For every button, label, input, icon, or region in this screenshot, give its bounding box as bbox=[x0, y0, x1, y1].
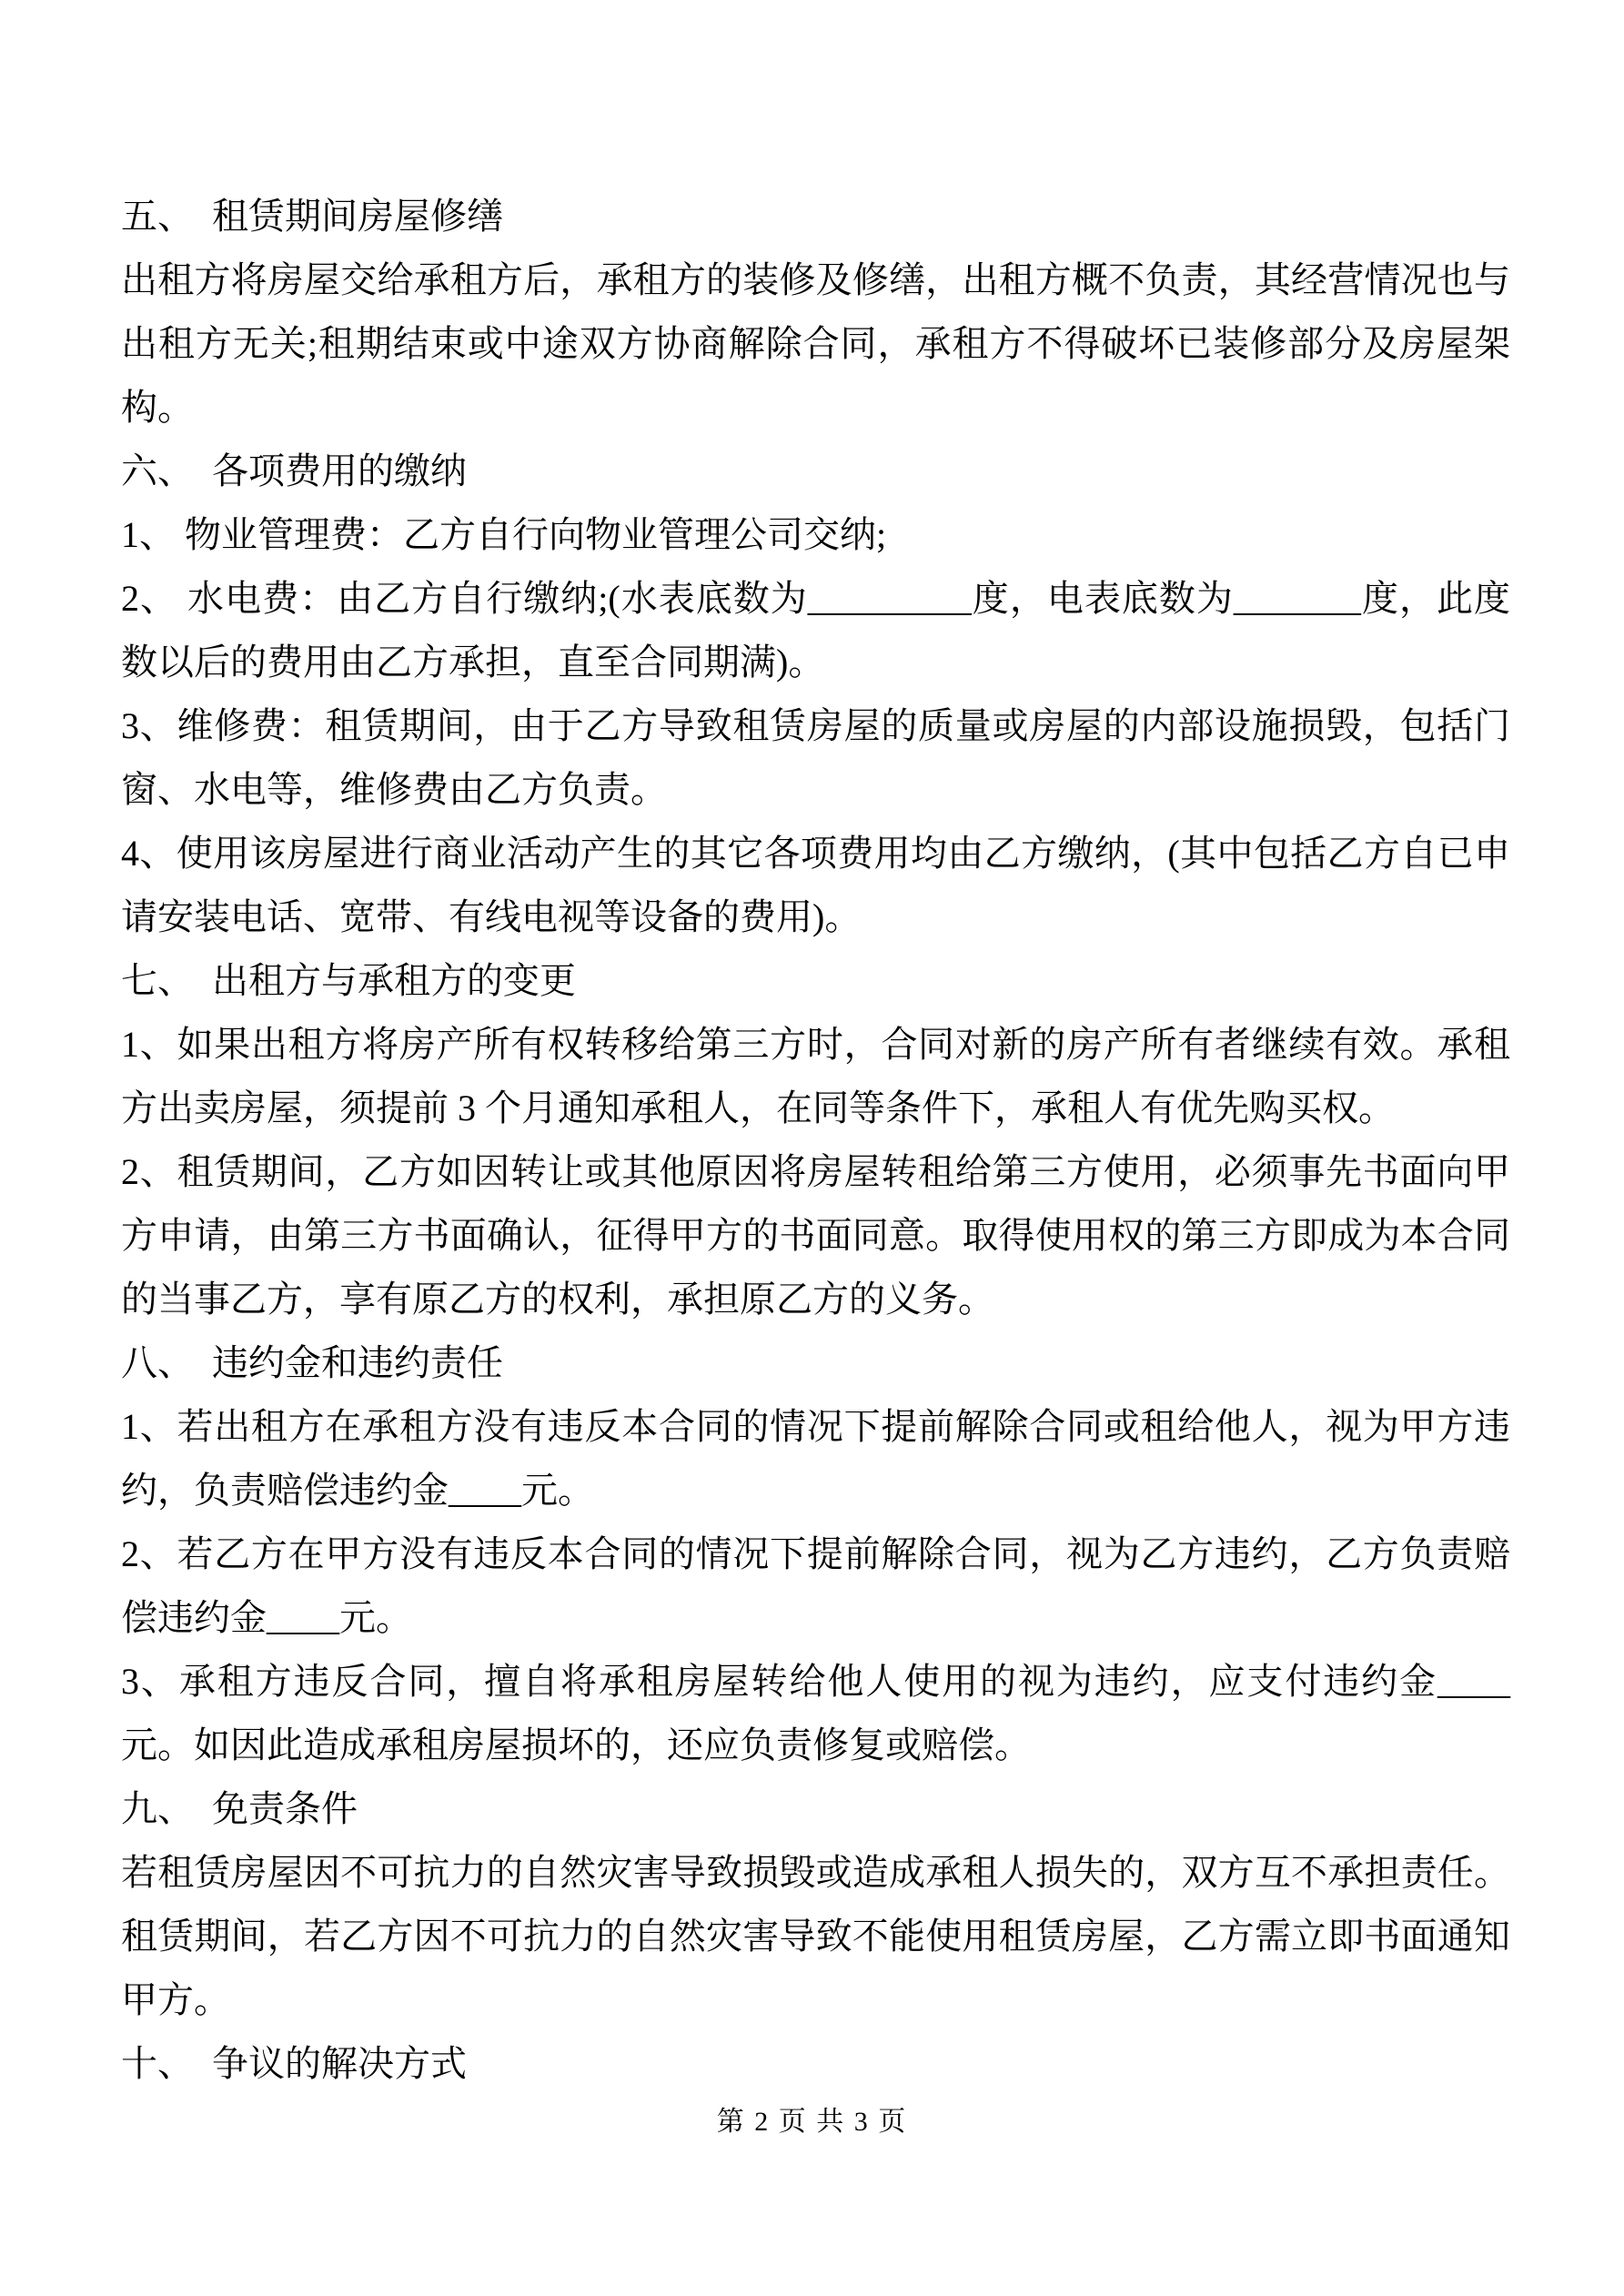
paragraph: 2、租赁期间，乙方如因转让或其他原因将房屋转租给第三方使用，必须事先书面向甲方申请，由第三方书面确认，征得甲方的书面同意。取得使用权的第三方即成为本合同的当事乙方，享有原乙方的权利，承担原乙方的义务。 bbox=[121, 1151, 1510, 1320]
contract-section bbox=[121, 1331, 1510, 1777]
paragraph: 3、维修费：租赁期间，由于乙方导致租赁房屋的质量或房屋的内部设施损毁，包括门窗、水电等，维修费由乙方负责。 bbox=[121, 705, 1510, 810]
paragraph: 1、若出租方在承租方没有违反本合同的情况下提前解除合同或租给他人，视为甲方违约，负责赔偿违约金____元。 bbox=[121, 1406, 1510, 1511]
section-heading: 十、 争议的解决方式 bbox=[121, 2043, 467, 2084]
section-heading: 七、 出租方与承租方的变更 bbox=[121, 960, 576, 1001]
page-footer: 第 2 页 共 3 页 bbox=[716, 2107, 908, 2137]
paragraph: 若租赁房屋因不可抗力的自然灾害导致损毁或造成承租人损失的，双方互不承担责任。租赁期间，若乙方因不可抗力的自然灾害导致不能使用租赁房屋，乙方需立即书面通知甲方。 bbox=[121, 1852, 1510, 2020]
contract-section bbox=[121, 2032, 1510, 2096]
contract-section bbox=[121, 949, 1510, 1331]
paragraph: 2、若乙方在甲方没有违反本合同的情况下提前解除合同，视为乙方违约，乙方负责赔偿违约金____元。 bbox=[121, 1533, 1510, 1638]
paragraph: 1、如果出租方将房产所有权转移给第三方时，合同对新的房产所有者继续有效。承租方出卖房屋，须提前 3 个月通知承租人，在同等条件下，承租人有优先购买权。 bbox=[121, 1024, 1510, 1128]
contract-section bbox=[121, 440, 1510, 949]
contract-section bbox=[121, 1777, 1510, 2032]
section-heading: 五、 租赁期间房屋修缮 bbox=[121, 196, 503, 237]
paragraph: 4、使用该房屋进行商业活动产生的其它各项费用均由乙方缴纳，(其中包括乙方自已申请安装电话、宽带、有线电视等设备的费用)。 bbox=[121, 833, 1510, 937]
paragraph: 2、 水电费：由乙方自行缴纳;(水表底数为_________度，电表底数为_______度，此度数以后的费用由乙方承担，直至合同期满)。 bbox=[121, 578, 1510, 683]
contract-section bbox=[121, 185, 1510, 440]
section-heading: 九、 免责条件 bbox=[121, 1788, 358, 1829]
section-heading: 六、 各项费用的缴纳 bbox=[121, 450, 467, 491]
paragraph: 1、 物业管理费：乙方自行向物业管理公司交纳; bbox=[121, 514, 887, 555]
section-heading: 八、 违约金和违约责任 bbox=[121, 1342, 503, 1383]
paragraph: 出租方将房屋交给承租方后，承租方的装修及修缮，出租方概不负责，其经营情况也与出租方无关;租期结束或中途双方协商解除合同，承租方不得破坏已装修部分及房屋架构。 bbox=[121, 259, 1510, 428]
paragraph: 3、承租方违反合同，擅自将承租房屋转给他人使用的视为违约，应支付违约金____元。如因此造成承租房屋损坏的，还应负责修复或赔偿。 bbox=[121, 1661, 1510, 1765]
contract-body bbox=[121, 185, 1510, 2096]
